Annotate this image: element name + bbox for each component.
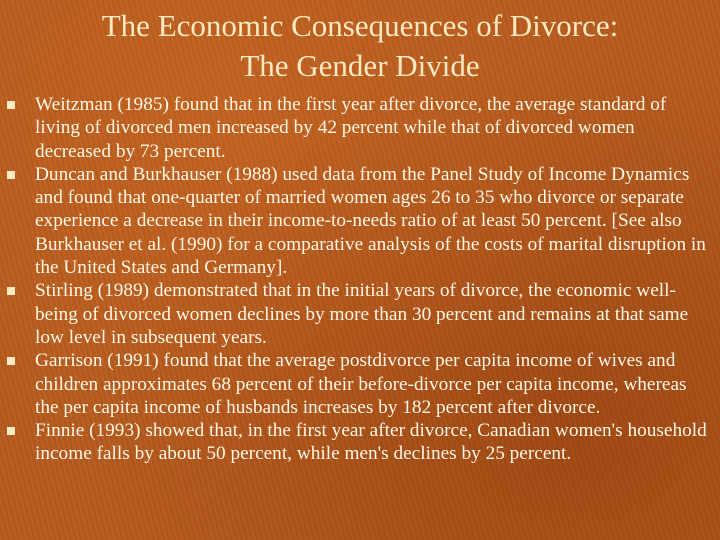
bullet-text: Garrison (1991) found that the average postdivorce per capita income of wives and children approximates 68 percent of their before-divorce per capita income, whereas the per capita income of husbands increases by 182 percent after divorce. [35,350,687,418]
square-bullet-icon [7,171,15,179]
square-bullet-icon [7,427,15,435]
bullet-text: Finnie (1993) showed that, in the first year after divorce, Canadian women's household income falls by about 50 percent, while men's declines by 25 percent. [35,420,707,465]
square-bullet-icon [7,357,15,365]
square-bullet-icon [7,101,15,109]
slide-title-line-2: The Gender Divide [240,48,480,83]
bullet-item-duncan-burkhauser [0,163,720,279]
slide-title-line-1: The Economic Consequences of Divorce: [101,8,619,43]
bullet-item-finnie [0,419,720,466]
bullet-item-stirling [0,279,720,349]
bullet-text: Duncan and Burkhauser (1988) used data from the Panel Study of Income Dynamics and found that one-quarter of married women ages 26 to 35 who divorce or separate experience a decrease in their income-to-needs ratio of at least 50 percent. [See also Burkhauser et al. (1990) for a comparative analysis of the costs of marital disruption in the United States and Germany]. [35,163,706,279]
bullet-item-weitzman [0,93,720,163]
slide-title [0,6,720,86]
bullet-text: Stirling (1989) demonstrated that in the initial years of divorce, the economic well-being of divorced women declines by more than 30 percent and remains at that same low level in subsequent years. [35,280,689,348]
bullet-text: Weitzman (1985) found that in the first year after divorce, the average standard of living of divorced men increased by 42 percent while that of divorced women decreased by 73 percent. [35,94,667,162]
bullet-list [0,93,720,466]
bullet-item-garrison [0,349,720,419]
square-bullet-icon [7,287,15,295]
